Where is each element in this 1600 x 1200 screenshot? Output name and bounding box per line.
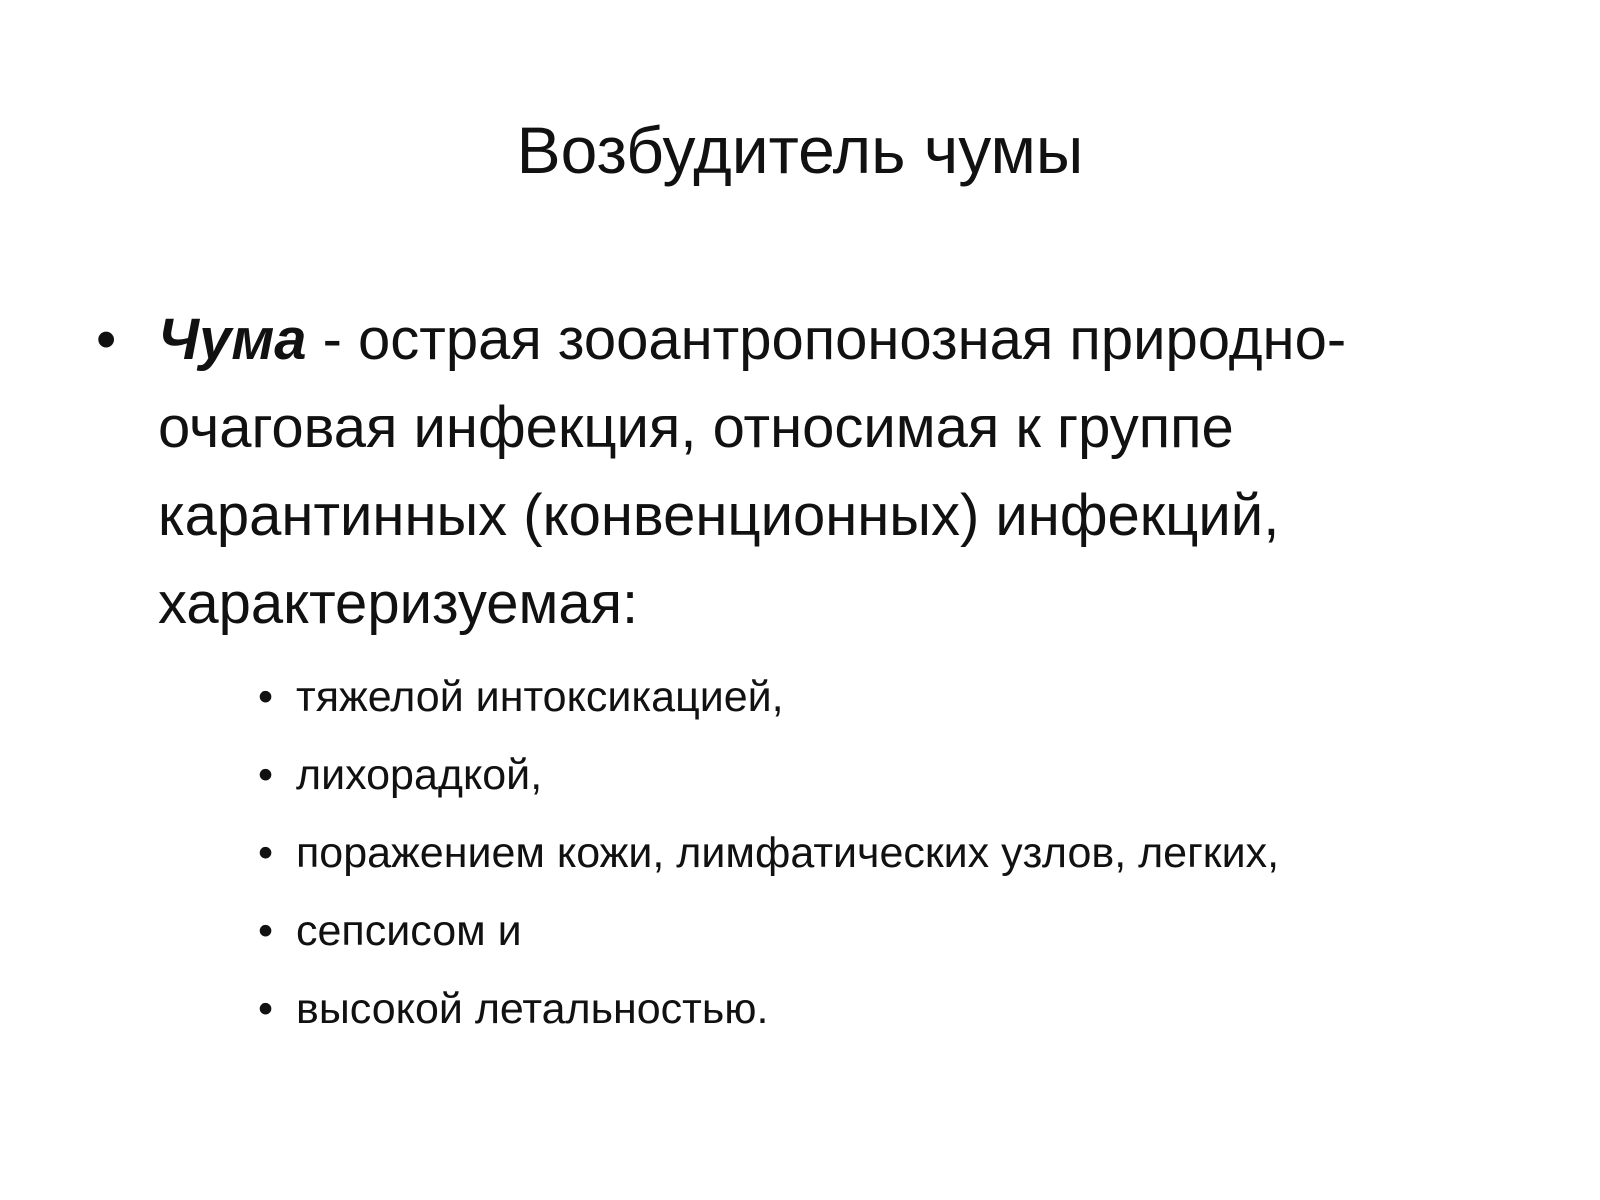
bullet-icon: •: [96, 307, 117, 372]
sub-bullet-item: [258, 658, 1516, 736]
sub-bullet-item: [258, 970, 1516, 1048]
main-bullet-item: [96, 296, 1516, 1048]
sub-bullet-item: [258, 736, 1516, 814]
sub-bullet-icon: •: [258, 673, 274, 721]
term-plague: Чума: [158, 307, 307, 372]
definition-text: - острая зооантропонозная природно-очаговая инфекция, относимая к группе карантинных (конвенционных) инфекций, характеризуемая:: [158, 307, 1347, 636]
sub-bullet-icon: •: [258, 907, 274, 955]
sub-bullet-item: [258, 814, 1516, 892]
sub-bullet-text: высокой летальностью.: [296, 985, 769, 1033]
sub-bullet-text: тяжелой интоксикацией,: [296, 673, 784, 721]
slide-title: Возбудитель чумы: [516, 113, 1084, 187]
sub-bullet-text: поражением кожи, лимфатических узлов, легких,: [296, 829, 1280, 877]
sub-bullet-icon: •: [258, 751, 274, 799]
sub-bullet-icon: •: [258, 985, 274, 1033]
main-bullet-list: [96, 296, 1516, 1048]
sub-bullet-list: [158, 658, 1516, 1048]
sub-bullet-icon: •: [258, 829, 274, 877]
sub-bullet-text: сепсисом и: [296, 907, 522, 955]
sub-bullet-item: [258, 892, 1516, 970]
sub-bullet-text: лихорадкой,: [296, 751, 543, 799]
